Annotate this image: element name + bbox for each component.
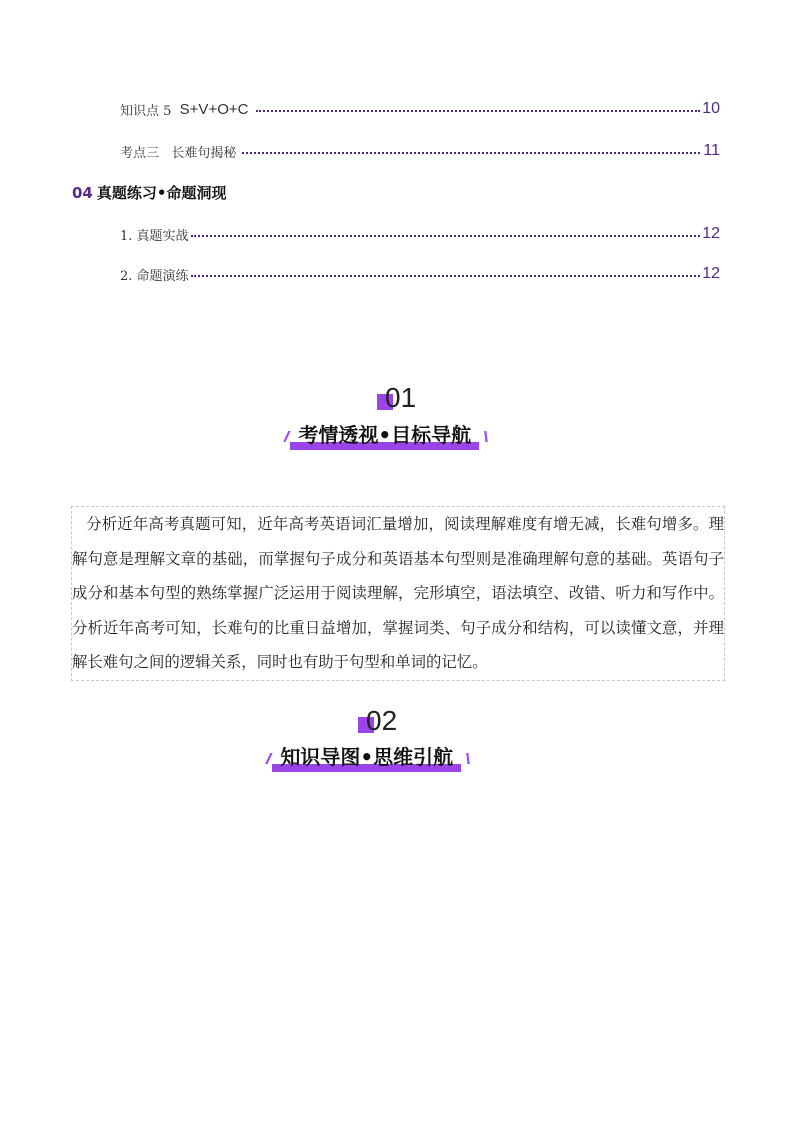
toc-page-number: 10 — [702, 100, 720, 117]
toc-page-number: 12 — [702, 265, 720, 282]
toc-page-number: 11 — [703, 142, 720, 159]
section-number-text: 01 — [385, 382, 417, 413]
slash-decoration-left: // — [266, 751, 269, 768]
toc-item-formula: S+V+O+C — [179, 100, 249, 118]
overview-paragraph — [72, 507, 724, 680]
toc-leader-dots — [256, 110, 700, 112]
toc-page-number: 12 — [702, 225, 720, 242]
toc-section-heading[interactable] — [72, 182, 226, 203]
section-heading-01 — [276, 418, 493, 448]
section-heading-02 — [258, 740, 475, 770]
slash-decoration-right: \\ — [483, 429, 486, 446]
toc-item-label: 1. 真题实战 — [120, 228, 189, 244]
slash-decoration-right: \\ — [465, 751, 468, 768]
toc-item-practice[interactable] — [120, 262, 720, 286]
toc-item-label: 知识点 5 — [120, 103, 180, 119]
toc-item-label: 考点三 长难句揭秘 — [120, 145, 237, 161]
toc-leader-dots — [191, 235, 700, 237]
toc-item-real-exam[interactable] — [120, 222, 720, 246]
toc-item-label: 2. 命题演练 — [120, 268, 189, 284]
toc-leader-dots — [191, 275, 700, 277]
section-number-01 — [377, 382, 437, 416]
section-title: 考情透视•目标导航 — [294, 422, 475, 448]
overview-paragraph-text: 分析近年高考真题可知，近年高考英语词汇量增加，阅读理解难度有增无减，长难句增多。理解句意是理解文章的基础，而掌握句子成分和英语基本句型则是准确理解句意的基础。英语句子成分和基本句型的熟练掌握广泛运用于阅读理解，完形填空，语法填空、改错、听力和写作中。分析近年高考可知，长难句的比重日益增加，掌握词类、句子成分和结构，可以读懂文意，并理解长难句之间的逻辑关系，同时也有助于句型和单词的记忆。 — [72, 515, 724, 672]
section-title: 知识导图•思维引航 — [276, 744, 457, 770]
slash-decoration-left: // — [284, 429, 287, 446]
toc-section-title: 真题练习•命题洞现 — [96, 184, 227, 202]
section-number-text: 02 — [366, 705, 398, 736]
toc-section-number: 04 — [72, 184, 93, 202]
toc-item-exam-point-3[interactable] — [120, 139, 720, 163]
toc-item-knowledge-5[interactable] — [120, 97, 720, 121]
section-number-02 — [358, 705, 418, 739]
toc-leader-dots — [242, 152, 700, 154]
